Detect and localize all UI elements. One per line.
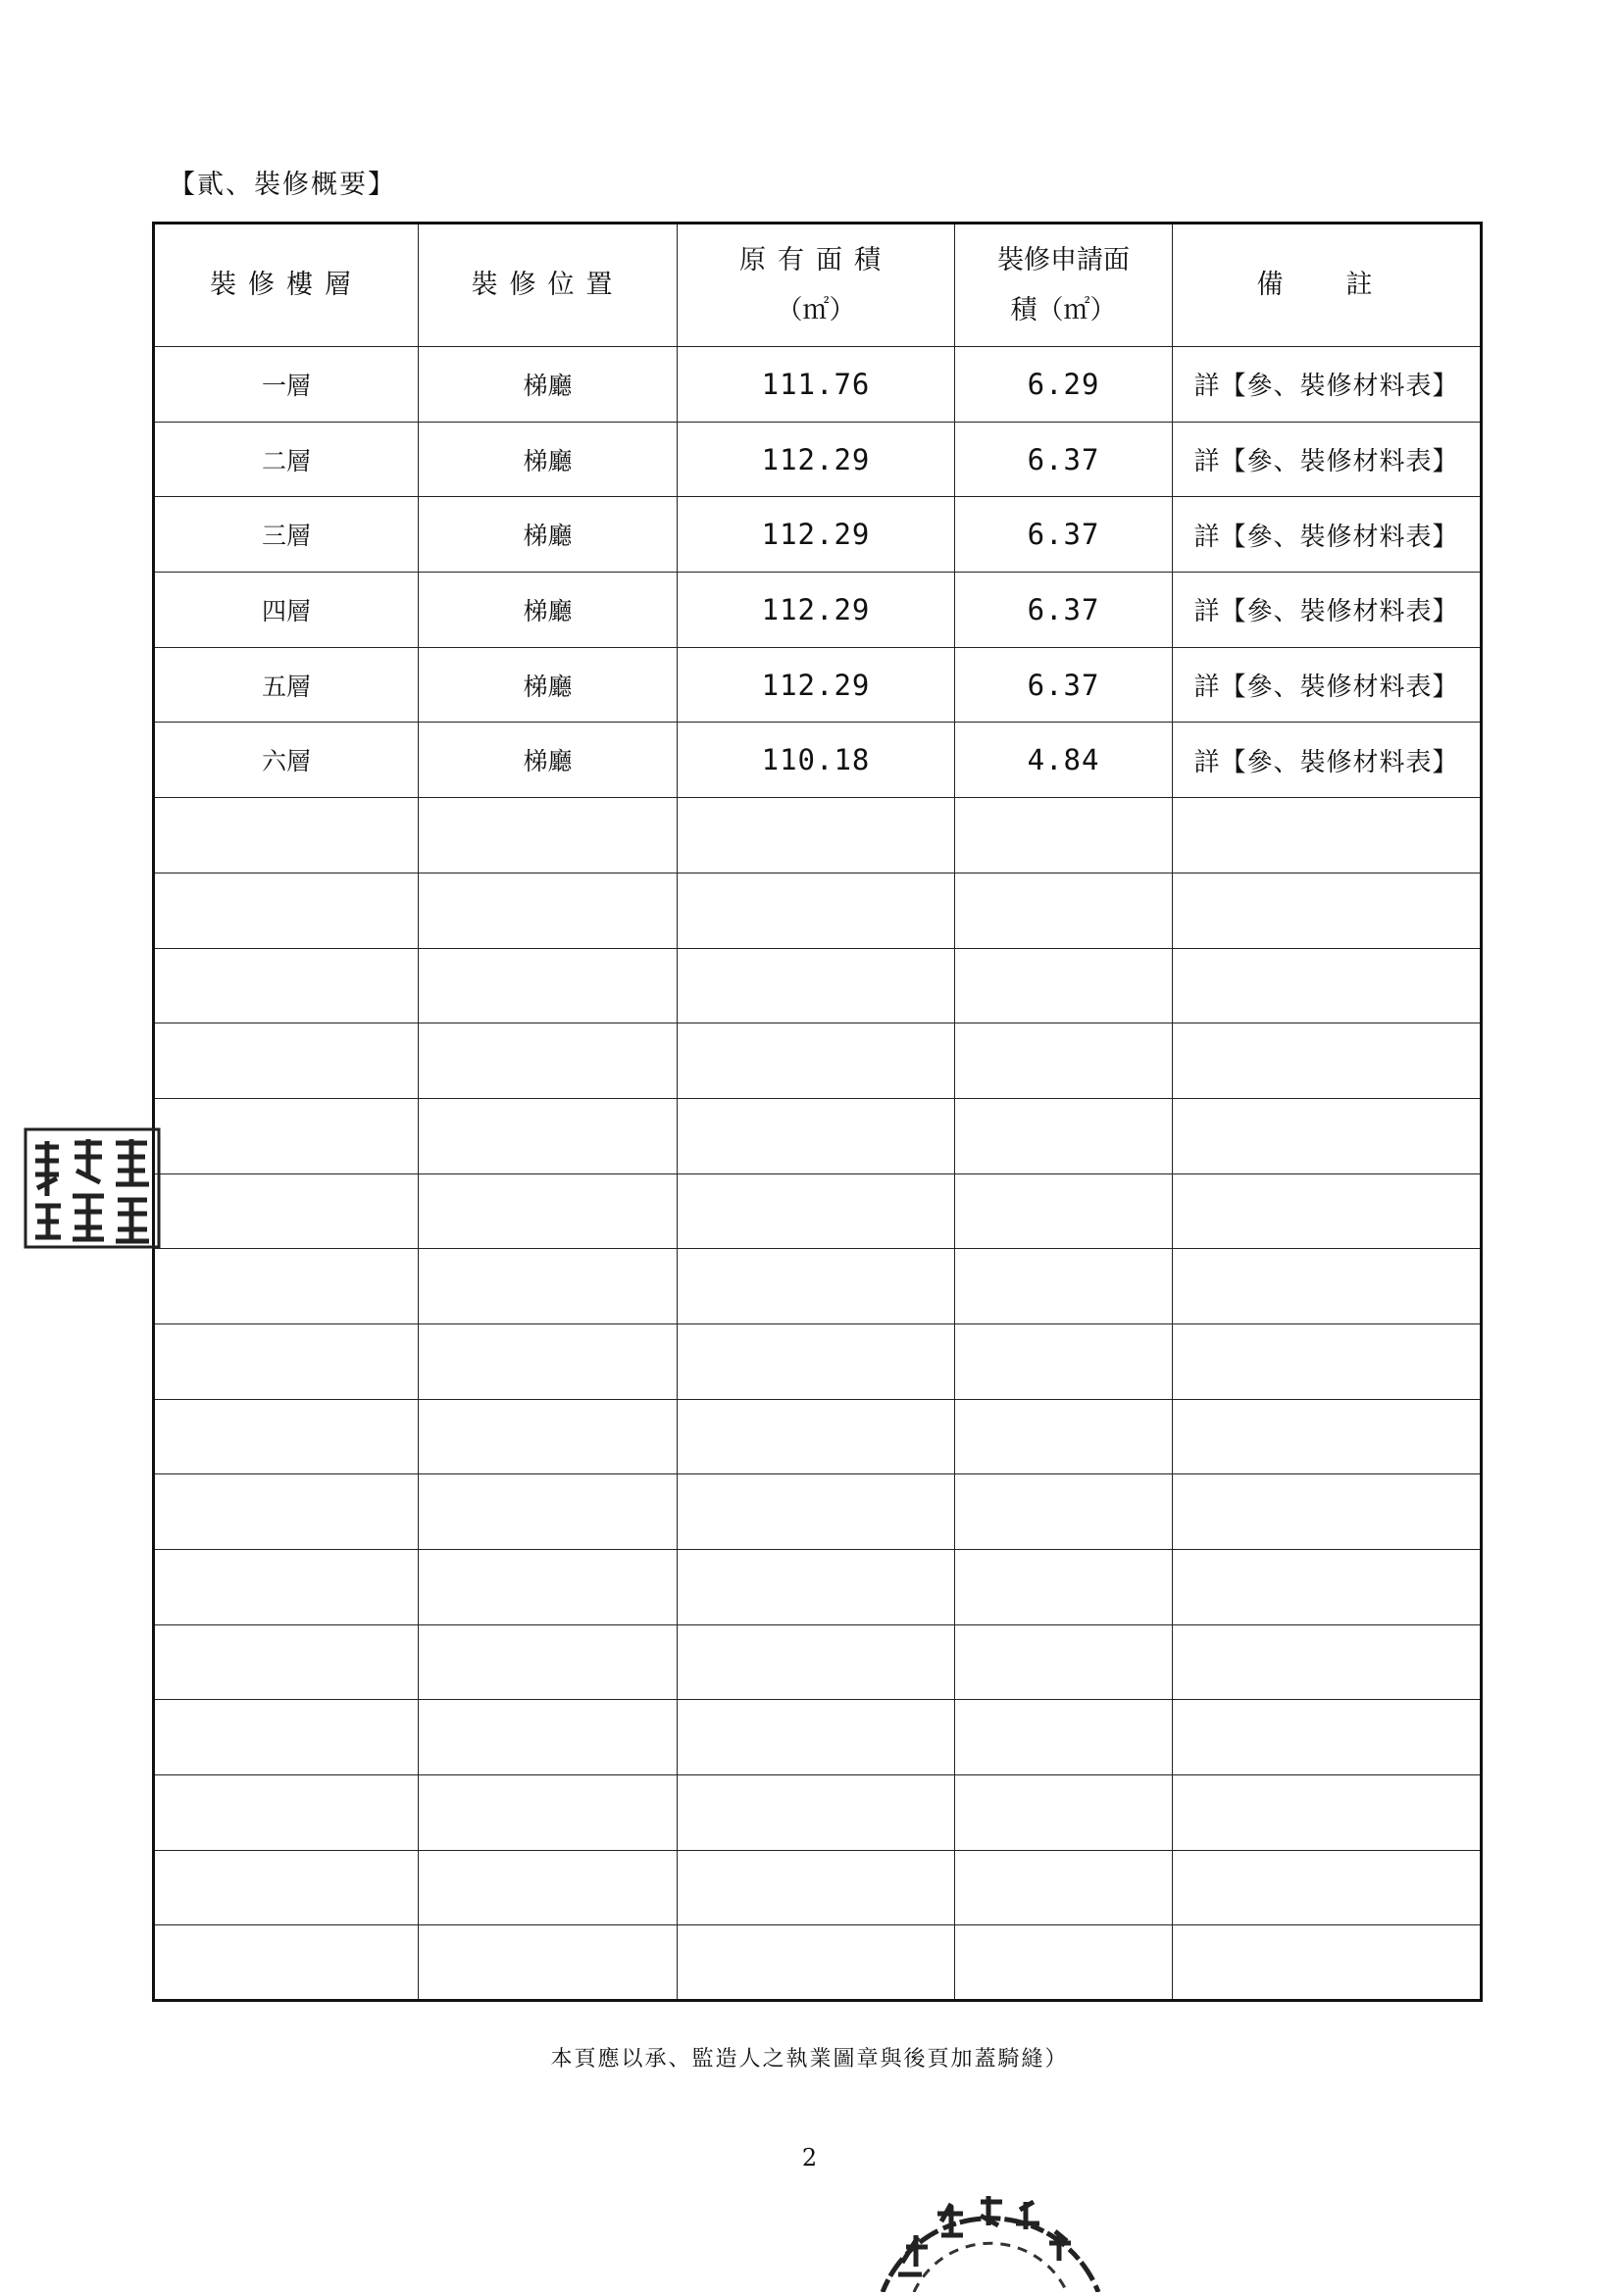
empty-cell: [1173, 1850, 1482, 1925]
empty-cell: [1173, 1624, 1482, 1700]
empty-cell: [154, 1173, 419, 1249]
empty-cell: [955, 1323, 1173, 1399]
empty-cell: [154, 1098, 419, 1173]
empty-cell: [1173, 1173, 1482, 1249]
empty-cell: [955, 1098, 1173, 1173]
cell-original-area: 111.76: [678, 347, 955, 423]
empty-cell: [678, 1624, 955, 1700]
empty-cell: [1173, 1474, 1482, 1550]
empty-table-row: [154, 1249, 1482, 1324]
management-stamp: [863, 2153, 1118, 2292]
header-original-area: 原有面積 （㎡）: [678, 224, 955, 347]
empty-table-row: [154, 1550, 1482, 1625]
cell-applied-area: 4.84: [955, 723, 1173, 798]
cell-floor: 六層: [154, 723, 419, 798]
empty-cell: [678, 1173, 955, 1249]
header-floor: 裝修樓層: [154, 224, 419, 347]
cell-remarks: 詳【參、裝修材料表】: [1173, 422, 1482, 497]
empty-table-row: [154, 1173, 1482, 1249]
cell-applied-area: 6.37: [955, 497, 1173, 573]
cell-location: 梯廳: [419, 347, 678, 423]
empty-cell: [1173, 1775, 1482, 1851]
empty-cell: [154, 1399, 419, 1474]
empty-cell: [419, 948, 678, 1023]
cell-applied-area: 6.37: [955, 573, 1173, 648]
empty-cell: [1173, 1323, 1482, 1399]
empty-cell: [678, 1925, 955, 2001]
cell-floor: 二層: [154, 422, 419, 497]
empty-cell: [419, 1700, 678, 1775]
empty-cell: [955, 1925, 1173, 2001]
empty-cell: [154, 1249, 419, 1324]
empty-cell: [419, 1474, 678, 1550]
table-row: [154, 347, 1482, 423]
empty-table-row: [154, 798, 1482, 873]
cell-remarks: 詳【參、裝修材料表】: [1173, 647, 1482, 723]
empty-cell: [419, 1775, 678, 1851]
table-row: [154, 573, 1482, 648]
empty-cell: [154, 1323, 419, 1399]
empty-cell: [678, 1474, 955, 1550]
empty-cell: [678, 1323, 955, 1399]
empty-cell: [419, 873, 678, 948]
empty-table-row: [154, 1775, 1482, 1851]
empty-cell: [1173, 1399, 1482, 1474]
empty-cell: [1173, 1925, 1482, 2001]
empty-cell: [678, 873, 955, 948]
empty-table-row: [154, 948, 1482, 1023]
empty-cell: [154, 1550, 419, 1625]
empty-table-row: [154, 1850, 1482, 1925]
empty-cell: [678, 798, 955, 873]
header-applied-area: 裝修申請面 積（㎡）: [955, 224, 1173, 347]
cell-location: 梯廳: [419, 647, 678, 723]
cell-original-area: 112.29: [678, 497, 955, 573]
empty-cell: [154, 1700, 419, 1775]
empty-cell: [154, 1023, 419, 1099]
empty-cell: [1173, 873, 1482, 948]
cell-remarks: 詳【參、裝修材料表】: [1173, 573, 1482, 648]
empty-cell: [419, 1850, 678, 1925]
empty-cell: [678, 1775, 955, 1851]
table-header-row: [154, 224, 1482, 347]
cell-floor: 三層: [154, 497, 419, 573]
cell-remarks: 詳【參、裝修材料表】: [1173, 347, 1482, 423]
empty-table-row: [154, 1474, 1482, 1550]
empty-cell: [419, 1323, 678, 1399]
cell-applied-area: 6.37: [955, 647, 1173, 723]
cell-location: 梯廳: [419, 497, 678, 573]
footer-note: 本頁應以承、監造人之執業圖章與後頁加蓋騎縫）: [550, 2047, 1069, 2071]
empty-cell: [154, 1624, 419, 1700]
empty-cell: [1173, 1098, 1482, 1173]
empty-table-row: [154, 873, 1482, 948]
cell-original-area: 110.18: [678, 723, 955, 798]
empty-cell: [678, 1023, 955, 1099]
cell-remarks: 詳【參、裝修材料表】: [1173, 723, 1482, 798]
empty-cell: [419, 1098, 678, 1173]
empty-table-row: [154, 1399, 1482, 1474]
header-location: 裝修位置: [419, 224, 678, 347]
page-number: 2: [801, 2144, 818, 2171]
empty-cell: [1173, 798, 1482, 873]
empty-cell: [154, 1775, 419, 1851]
renovation-summary-table: [152, 222, 1483, 2002]
cell-location: 梯廳: [419, 723, 678, 798]
empty-cell: [955, 948, 1173, 1023]
cell-floor: 一層: [154, 347, 419, 423]
empty-cell: [154, 1925, 419, 2001]
empty-cell: [419, 1925, 678, 2001]
empty-cell: [419, 1173, 678, 1249]
empty-cell: [154, 873, 419, 948]
empty-cell: [419, 798, 678, 873]
empty-cell: [678, 948, 955, 1023]
cell-applied-area: 6.37: [955, 422, 1173, 497]
empty-cell: [955, 1023, 1173, 1099]
empty-cell: [419, 1023, 678, 1099]
empty-cell: [955, 1474, 1173, 1550]
empty-cell: [419, 1399, 678, 1474]
empty-cell: [154, 948, 419, 1023]
table-row: [154, 647, 1482, 723]
empty-cell: [419, 1249, 678, 1324]
empty-cell: [955, 1700, 1173, 1775]
empty-cell: [154, 798, 419, 873]
cell-floor: 四層: [154, 573, 419, 648]
empty-cell: [955, 798, 1173, 873]
table-row: [154, 723, 1482, 798]
empty-table-row: [154, 1023, 1482, 1099]
cell-applied-area: 6.29: [955, 347, 1173, 423]
cell-original-area: 112.29: [678, 647, 955, 723]
empty-table-row: [154, 1624, 1482, 1700]
empty-cell: [955, 1775, 1173, 1851]
empty-cell: [154, 1850, 419, 1925]
header-remarks: 備註: [1173, 224, 1482, 347]
empty-cell: [955, 1550, 1173, 1625]
empty-cell: [955, 1399, 1173, 1474]
empty-table-row: [154, 1323, 1482, 1399]
table-row: [154, 497, 1482, 573]
table-row: [154, 422, 1482, 497]
empty-table-row: [154, 1700, 1482, 1775]
empty-cell: [678, 1399, 955, 1474]
empty-cell: [678, 1850, 955, 1925]
empty-cell: [1173, 1700, 1482, 1775]
empty-cell: [1173, 1249, 1482, 1324]
empty-cell: [154, 1474, 419, 1550]
empty-cell: [419, 1624, 678, 1700]
cell-remarks: 詳【參、裝修材料表】: [1173, 497, 1482, 573]
cell-floor: 五層: [154, 647, 419, 723]
empty-cell: [678, 1098, 955, 1173]
empty-cell: [1173, 948, 1482, 1023]
empty-cell: [678, 1249, 955, 1324]
empty-cell: [955, 1624, 1173, 1700]
empty-cell: [419, 1550, 678, 1625]
empty-cell: [1173, 1023, 1482, 1099]
empty-table-row: [154, 1098, 1482, 1173]
cell-original-area: 112.29: [678, 573, 955, 648]
empty-table-row: [154, 1925, 1482, 2001]
empty-cell: [955, 1173, 1173, 1249]
empty-cell: [955, 873, 1173, 948]
empty-cell: [955, 1850, 1173, 1925]
empty-cell: [678, 1550, 955, 1625]
empty-cell: [678, 1700, 955, 1775]
cell-location: 梯廳: [419, 422, 678, 497]
empty-cell: [955, 1249, 1173, 1324]
architect-seal: [24, 1127, 161, 1249]
cell-original-area: 112.29: [678, 422, 955, 497]
section-title: 【貳、裝修概要】: [169, 170, 396, 200]
empty-cell: [1173, 1550, 1482, 1625]
cell-location: 梯廳: [419, 573, 678, 648]
